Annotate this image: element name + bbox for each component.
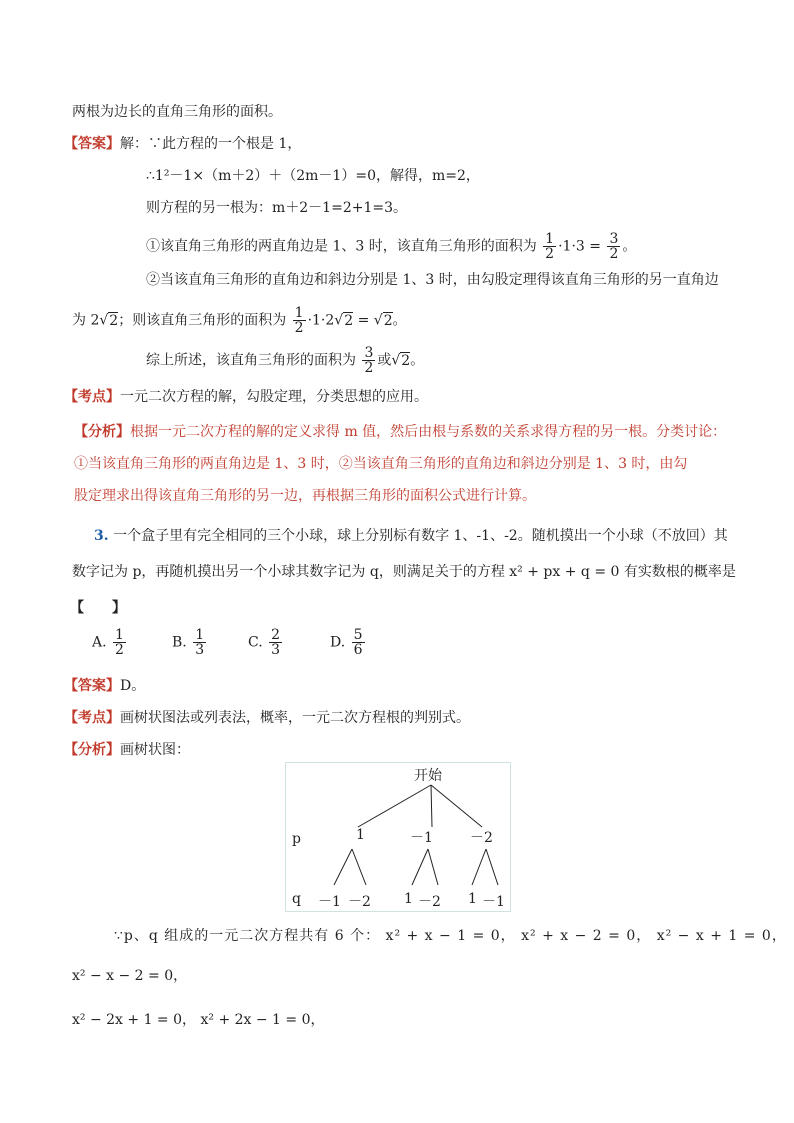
equation-line: ∴1²－1×（m＋2）＋（2m－1）=0，解得，m=2， bbox=[146, 168, 480, 184]
tree-row-p: p bbox=[292, 831, 301, 847]
option-c bbox=[248, 628, 284, 657]
equation-item: x² + 2x − 1 = 0 bbox=[200, 1012, 311, 1028]
edge-root-3 bbox=[431, 785, 482, 827]
equation-item: x² − x − 2 = 0 bbox=[72, 968, 174, 984]
fenxi-block-2 bbox=[64, 740, 190, 760]
case1-expr: ·1·3 = bbox=[558, 238, 601, 255]
equation-item: x² + x − 1 = 0 bbox=[385, 928, 501, 944]
option-label: C. bbox=[248, 634, 263, 651]
question-text-3: 有实数根的概率是 bbox=[623, 564, 736, 580]
answer-tag: 【答案】 bbox=[64, 136, 120, 152]
case1-end: 。 bbox=[622, 238, 637, 255]
quadratic-equation: x² + px + q = 0 bbox=[509, 564, 620, 580]
question-3-line1 bbox=[94, 526, 728, 546]
fraction-three-halves: $\frac{3}{2}$ bbox=[609, 231, 619, 262]
text-line: 两根为边长的直角三角形的面积。 bbox=[72, 104, 282, 120]
fenxi-text: 根据一元二次方程的解的定义求得 m 值，然后由根与系数的关系求得方程的另一根。分类讨论： bbox=[130, 424, 727, 440]
option-d bbox=[330, 628, 367, 657]
option-label: D. bbox=[330, 634, 346, 651]
edge-2-b bbox=[428, 849, 438, 885]
tree-leaf: －1 bbox=[318, 894, 341, 910]
summary-or: 或 bbox=[377, 352, 392, 369]
fraction-three-halves: $\frac{3}{2}$ bbox=[364, 345, 374, 376]
equation-item: x² + x − 2 = 0 bbox=[521, 928, 637, 944]
summary-end: 。 bbox=[410, 352, 425, 369]
summary-line bbox=[146, 346, 424, 375]
answer-tag: 【答案】 bbox=[64, 678, 120, 694]
case2-end: 。 bbox=[392, 312, 407, 329]
kaodian-tag: 【考点】 bbox=[64, 389, 120, 405]
case2-mid: ；则该直角三角形的面积为 bbox=[118, 312, 287, 329]
tree-leaf: 1 bbox=[468, 891, 477, 907]
edge-1-b bbox=[352, 849, 366, 885]
tree-leaf: －1 bbox=[482, 894, 505, 910]
kaodian-text: 画树状图法或列表法，概率，一元二次方程根的判别式。 bbox=[120, 710, 470, 726]
conclusion-line1: ∵p、q 组成的一元二次方程共有 6 个： x² + x − 1 = 0， x² + x − 2 = 0， x² − x + 1 = 0， bbox=[114, 928, 787, 944]
fenxi-text: 画树状图： bbox=[120, 742, 190, 758]
option-a bbox=[92, 628, 128, 657]
tree-node: －1 bbox=[410, 830, 433, 846]
case2-line1: ②当该直角三角形的直角边和斜边分别是 1、3 时，由勾股定理得该直角三角形的另一直角边 bbox=[146, 272, 719, 288]
equation-item: x² − 2x + 1 = 0 bbox=[72, 1012, 183, 1028]
answer-block bbox=[64, 134, 301, 154]
question-text-2: 数字记为 p，再随机摸出另一个小球其数字记为 q，则满足关于的方程 bbox=[72, 564, 505, 580]
conclusion-text: ∵p、q 组成的一元二次方程共有 6 个： bbox=[114, 928, 381, 944]
tree-node: 1 bbox=[356, 827, 365, 843]
case1-line bbox=[146, 232, 636, 261]
tree-leaf: －2 bbox=[348, 894, 371, 910]
question-text: 一个盒子里有完全相同的三个小球，球上分别标有数字 1、-1、-2。随机摸出一个小球（不放回）其 bbox=[113, 528, 728, 544]
option-label: A. bbox=[92, 634, 107, 651]
fenxi-line1 bbox=[74, 422, 726, 442]
option-fraction: $\frac{2}{3}$ bbox=[271, 627, 281, 658]
fraction-one-half: $\frac{1}{2}$ bbox=[294, 305, 304, 336]
edge-2-a bbox=[412, 849, 428, 885]
question-3-line2 bbox=[72, 562, 736, 582]
case1-text: ①该直角三角形的两直角边是 1、3 时，该直角三角形的面积为 bbox=[146, 238, 537, 255]
question-number: 3. bbox=[94, 528, 109, 544]
option-label: B. bbox=[172, 634, 187, 651]
sqrt-2-icon: √2 bbox=[391, 352, 411, 369]
answer-text: D。 bbox=[120, 678, 146, 694]
case2-pre: 为 2 bbox=[72, 312, 100, 329]
conclusion-line3: x² − 2x + 1 = 0， x² + 2x − 1 = 0， bbox=[72, 1012, 325, 1028]
answer-intro: 解：∵此方程的一个根是 1， bbox=[120, 136, 302, 152]
kaodian-tag: 【考点】 bbox=[64, 710, 120, 726]
edge-3-a bbox=[472, 849, 486, 885]
tree-diagram bbox=[285, 762, 511, 912]
tree-row-q: q bbox=[292, 891, 301, 907]
equation-item: x² − x + 1 = 0 bbox=[656, 928, 772, 944]
summary-text: 综上所述，该直角三角形的面积为 bbox=[146, 352, 356, 369]
tree-root: 开始 bbox=[414, 768, 442, 784]
conclusion-line2: x² − x − 2 = 0， bbox=[72, 968, 188, 984]
fenxi-line3: 股定理求出得该直角三角形的另一边，再根据三角形的面积公式进行计算。 bbox=[74, 488, 536, 504]
answer-block-2 bbox=[64, 676, 145, 696]
edge-root-2 bbox=[431, 785, 432, 827]
fenxi-tag: 【分析】 bbox=[64, 742, 120, 758]
sqrt-2-icon: √2 bbox=[373, 312, 393, 329]
sqrt-2-icon: √2 bbox=[99, 312, 119, 329]
edge-3-b bbox=[486, 849, 498, 885]
option-fraction: $\frac{5}{6}$ bbox=[353, 627, 363, 658]
tree-leaf: 1 bbox=[404, 891, 413, 907]
option-fraction: $\frac{1}{2}$ bbox=[115, 627, 124, 658]
kaodian-block bbox=[64, 387, 428, 407]
fenxi-tag: 【分析】 bbox=[74, 424, 130, 440]
case2-line2 bbox=[72, 306, 407, 335]
tree-node: －2 bbox=[470, 830, 493, 846]
option-fraction: $\frac{1}{3}$ bbox=[195, 627, 205, 658]
edge-root-1 bbox=[358, 785, 431, 827]
fenxi-line2: ①当该直角三角形的两直角边是 1、3 时，②当该直角三角形的直角边和斜边分别是 1、3 时，由勾 bbox=[74, 456, 688, 472]
edge-1-a bbox=[334, 849, 352, 885]
case2-expr: ·1·2 bbox=[307, 312, 335, 329]
kaodian-block-2 bbox=[64, 708, 470, 728]
answer-bracket: 【 】 bbox=[70, 600, 126, 616]
kaodian-text: 一元二次方程的解，勾股定理，分类思想的应用。 bbox=[120, 389, 428, 405]
tree-leaf: －2 bbox=[418, 894, 441, 910]
option-b bbox=[172, 628, 208, 657]
other-root-line: 则方程的另一根为：m＋2－1=2+1=3。 bbox=[146, 200, 408, 216]
sqrt-2-icon: √2 bbox=[334, 312, 354, 329]
fraction-one-half: $\frac{1}{2}$ bbox=[545, 231, 555, 262]
case2-eq: = bbox=[357, 312, 370, 329]
